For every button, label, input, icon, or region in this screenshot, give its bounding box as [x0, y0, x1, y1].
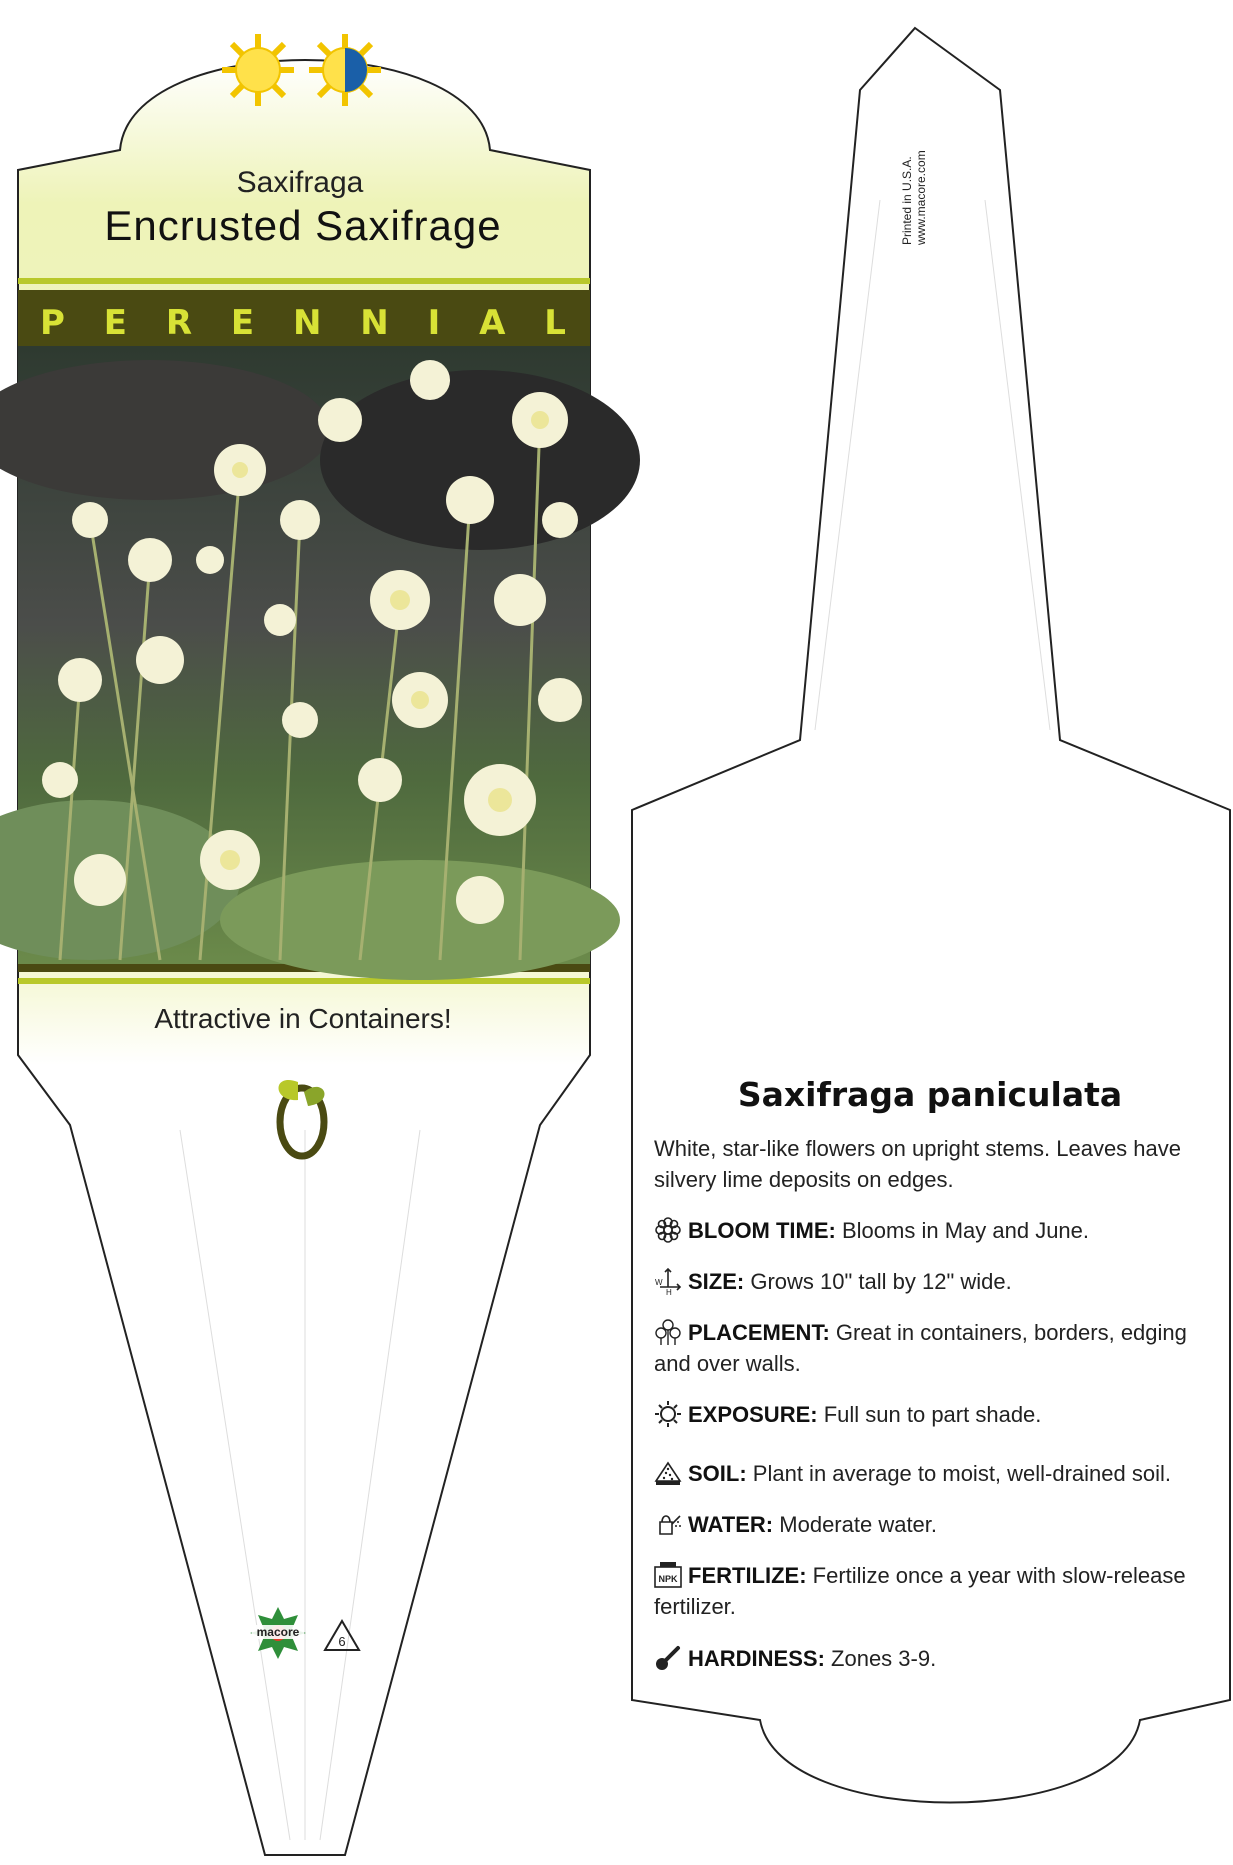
flower-icon: [654, 1216, 682, 1244]
npk-icon: [654, 1561, 682, 1589]
attribute-text: Zones 3-9.: [831, 1646, 937, 1671]
attribute-text: Full sun to part shade.: [823, 1402, 1042, 1427]
watering-can-icon: [654, 1510, 682, 1538]
attribute-fertilize: [654, 1560, 1214, 1622]
category-letter: I: [427, 303, 441, 343]
attribute-soil: [654, 1458, 1214, 1489]
attribute-label: SIZE:: [688, 1269, 745, 1294]
attribute-text: Plant in average to moist, well-drained soil.: [752, 1461, 1172, 1486]
attribute-text: Fertilize once a year with slow-release fertilizer.: [654, 1563, 1186, 1619]
brand-text: macore: [256, 1625, 300, 1639]
category-letter: R: [165, 303, 193, 343]
attribute-label: FERTILIZE:: [688, 1563, 807, 1588]
attribute-placement: [654, 1317, 1214, 1379]
attribute-label: EXPOSURE:: [688, 1402, 818, 1427]
part-shade-icon: [309, 34, 381, 106]
category-letter: A: [479, 303, 506, 343]
plants-icon: [654, 1318, 682, 1346]
attribute-bloom-time: [654, 1215, 1214, 1246]
category-banner: [18, 302, 588, 344]
attribute-text: Great in containers, borders, edging and over walls.: [654, 1320, 1187, 1376]
sun-outline-icon: [654, 1400, 682, 1428]
category-letter: N: [360, 303, 389, 343]
soil-icon: [654, 1459, 682, 1487]
description: White, star-like flowers on upright stems. Leaves have silvery lime deposits on edges.: [654, 1136, 1182, 1192]
svg-text:H: H: [666, 1288, 672, 1295]
category-letter: P: [40, 303, 65, 343]
full-sun-icon: [222, 34, 294, 106]
common-name: Saxifraga: [236, 166, 364, 199]
attribute-hardiness: [654, 1643, 1214, 1674]
size-icon: [654, 1267, 682, 1295]
category-letter: E: [230, 303, 255, 343]
attribute-label: PLACEMENT:: [688, 1320, 830, 1345]
thermometer-icon: [654, 1644, 682, 1672]
attribute-label: WATER:: [688, 1512, 774, 1537]
recycle-code: 6: [338, 1634, 346, 1649]
category-letter: E: [103, 303, 127, 343]
category-letter: N: [292, 303, 322, 343]
macore-logo-icon: [248, 1605, 308, 1661]
website-text: www.macore.com: [914, 150, 928, 245]
tagline: Attractive in Containers!: [154, 1003, 452, 1034]
recycle-icon: [322, 1618, 362, 1654]
attribute-text: Moderate water.: [779, 1512, 938, 1537]
attribute-text: Grows 10" tall by 12" wide.: [750, 1269, 1012, 1294]
printed-info: [900, 95, 928, 245]
attribute-size: [654, 1266, 1214, 1297]
svg-text:NPK: NPK: [658, 1574, 678, 1584]
plant-title: Encrusted Saxifrage: [104, 202, 502, 249]
plant-photo: [0, 346, 640, 980]
attribute-label: HARDINESS:: [688, 1646, 825, 1671]
attribute-water: [654, 1509, 1214, 1540]
attribute-exposure: [654, 1399, 1214, 1430]
attribute-text: Blooms in May and June.: [842, 1218, 1090, 1243]
category-letter: L: [544, 303, 566, 343]
svg-text:W: W: [655, 1278, 663, 1287]
attribute-label: SOIL:: [688, 1461, 747, 1486]
attribute-label: BLOOM TIME:: [688, 1218, 836, 1243]
botanical-name: Saxifraga paniculata: [737, 1075, 1123, 1114]
printed-text: Printed in U.S.A.: [900, 156, 914, 245]
